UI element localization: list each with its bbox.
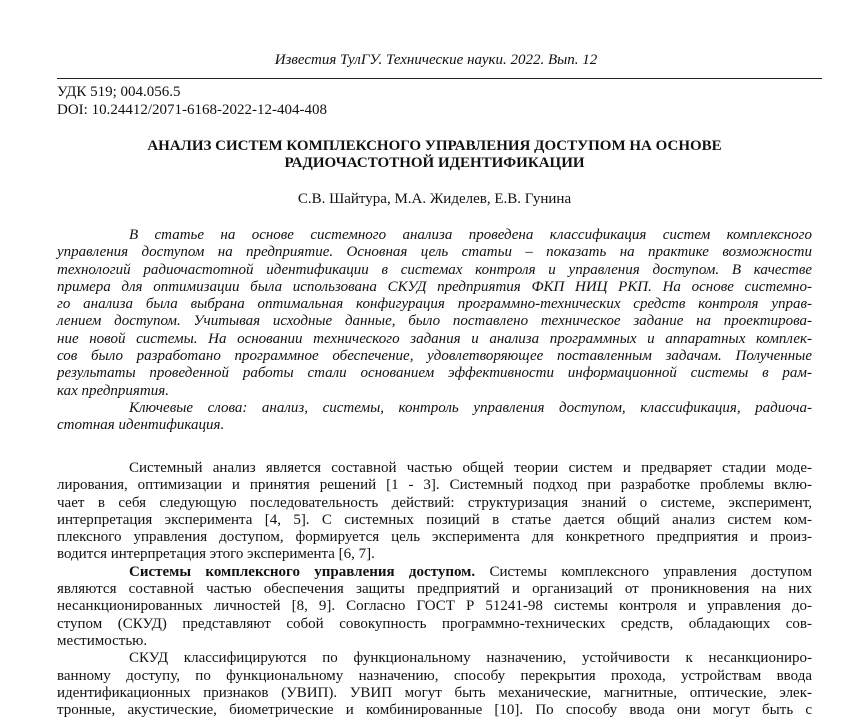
- title-line: АНАЛИЗ СИСТЕМ КОМПЛЕКСНОГО УПРАВЛЕНИЯ ДОСТУПОМ НА ОСНОВЕ: [147, 138, 722, 154]
- authors: С.В. Шайтура, М.А. Жиделев, Е.В. Гунина: [297, 191, 572, 207]
- doi: DOI: 10.24412/2071-6168-2022-12-404-408: [57, 102, 327, 118]
- udk-code: УДК 519; 004.056.5: [57, 84, 181, 100]
- abstract-line: ние новой системы. На основании технического задания и анализа программных и аппаратных комплек-: [57, 330, 812, 347]
- abstract-line: лением доступом. Учитывая исходные данные, было поставлено техническое задание на проектирова-: [57, 313, 812, 330]
- body-line: идентификационных признаков (УВИП). УВИП могут быть механические, магнитные, оптические, элек-: [57, 684, 812, 701]
- abstract-line: результаты проведенной работы стали основанием эффективности информационной системы в рам-: [57, 365, 812, 382]
- abstract-line: сов было разработано программное обеспечение, удовлетворяющее поставленным задачам. Полученные: [57, 348, 812, 365]
- article-title: [57, 138, 812, 172]
- keywords-line: стотная идентификация.: [57, 417, 225, 434]
- body-line: чает в себя следующую последовательность действий: структуризация знаний о системе, эксперимент,: [57, 494, 812, 511]
- body-line: тронные, акустические, биометрические и комбинированные [10]. По способу ввода они могут быть с: [57, 702, 812, 719]
- abstract-line: технологий радиочастотной идентификации в системах контроля и управления доступом. В качестве: [57, 261, 812, 278]
- section-heading: Системы комплексного управления доступом.: [129, 563, 476, 580]
- abstract-line: примера для оптимизации была использована СКУД предприятия ФКП НИЦ РКП. На основе системно-: [57, 278, 812, 295]
- title-line: РАДИОЧАСТОТНОЙ ИДЕНТИФИКАЦИИ: [284, 155, 585, 171]
- body-line: лирования, оптимизации и принятия решений [1 - 3]. Системный подход при разработке проблемы вклю-: [57, 477, 812, 494]
- abstract-line: управления доступом на предприятие. Основная цель статьи – показать на практике возможности: [57, 244, 812, 261]
- body-line: [57, 564, 812, 581]
- abstract-line: В статье на основе системного анализа проведена классификация систем комплексного: [129, 227, 812, 243]
- body-text: [57, 460, 812, 719]
- body-line: ванному доступу, по функциональному назначению, способу перекрытия прохода, устройствам ввода: [57, 667, 812, 684]
- body-line: являются составной частью обеспечения защиты предприятий и организаций от проникновения на них: [57, 581, 812, 598]
- body-line: ступом (СКУД) представляют собой совокупность программно-технических средств, обладающих сов-: [57, 615, 812, 632]
- abstract-line: го анализа была выбрана оптимальная конфигурация программно-технических средств контроля управ-: [57, 296, 812, 313]
- journal-header: Известия ТулГУ. Технические науки. 2022. Вып. 12: [274, 52, 598, 68]
- body-line: несанкционированных личностей [8, 9]. Согласно ГОСТ Р 51241-98 системы контроля и управления до-: [57, 598, 812, 615]
- body-text-fragment: Системы комплексного управления доступом: [475, 563, 812, 580]
- body-line: водится интерпретация этого эксперимента [6, 7].: [57, 546, 375, 563]
- body-line: СКУД классифицируются по функциональному назначению, устойчивости к несанкциониро-: [129, 650, 812, 667]
- body-line: Системный анализ является составной частью общей теории систем и предваряет стадии моде-: [129, 460, 812, 476]
- header-rule: [57, 78, 822, 79]
- body-line: плексного управления доступом, формируется цель эксперимента для конкретного предприятия и произ-: [57, 529, 812, 546]
- keywords-line: Ключевые слова: анализ, системы, контроль управления доступом, классификация, радиоча-: [129, 399, 812, 416]
- abstract-line: ках предприятия.: [57, 382, 169, 399]
- body-line: местимостью.: [57, 632, 148, 649]
- body-line: интерпретация эксперимента [4, 5]. С системных позиций в статье дается общий анализ систем ком-: [57, 511, 812, 528]
- abstract: [57, 227, 812, 435]
